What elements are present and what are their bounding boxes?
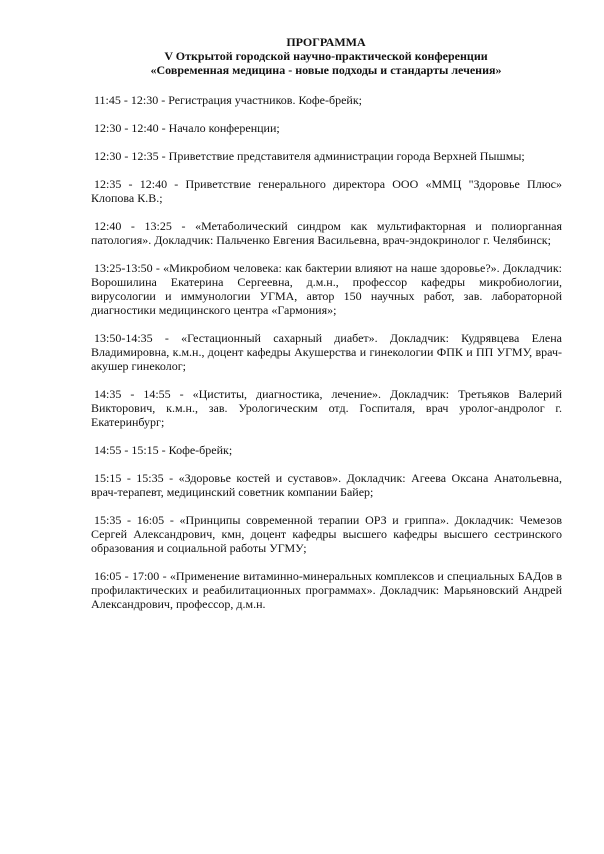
program-entry: 13:25-13:50 - «Микробиом человека: как бактерии влияют на наше здоровье?». Докладчик: Ворошилина Екатерина Сергеевна, д.м.н., профессор кафедры микробиологии, вирусологии и иммунологии УГМА, автор 150 научных работ, зав. лабораторной диагностики медицинского центра «Гармония»; xyxy=(91,261,562,317)
program-entry: 14:35 - 14:55 - «Циститы, диагностика, лечение». Докладчик: Третьяков Валерий Викторович, к.м.н., зав. Урологическим отд. Госпиталя, врач уролог-андролог г. Екатеринбург; xyxy=(91,387,562,429)
program-entry: 16:05 - 17:00 - «Применение витаминно-минеральных комплексов и специальных БАДов в профилактических и реабилитационных программах». Докладчик: Марьяновский Андрей Александрович, профессор, д.м.н. xyxy=(91,569,562,611)
program-entry: 12:35 - 12:40 - Приветствие генерального директора ООО «ММЦ "Здоровье Плюс» Клопова К.В.; xyxy=(91,177,562,205)
program-entry: 11:45 - 12:30 - Регистрация участников. Кофе-брейк; xyxy=(94,93,362,107)
program-entry: 13:50-14:35 - «Гестационный сахарный диабет». Докладчик: Кудрявцева Елена Владимировна, к.м.н., доцент кафедры Акушерства и гинекологии ФПК и ПП УГМУ, врач-акушер гинеколог; xyxy=(91,331,562,373)
conference-name: V Открытой городской научно-практической конференции xyxy=(164,49,488,63)
program-entry: 15:35 - 16:05 - «Принципы современной терапии ОРЗ и гриппа». Докладчик: Чемезов Сергей Александрович, кмн, доцент кафедры высшего кафедры высшего сестринского образования и социальной работы УГМУ; xyxy=(91,513,562,555)
program-entry: 12:30 - 12:40 - Начало конференции; xyxy=(94,121,280,135)
program-entry: 12:30 - 12:35 - Приветствие представителя администрации города Верхней Пышмы; xyxy=(94,149,525,163)
program-list xyxy=(91,93,562,625)
conference-theme: «Современная медицина - новые подходы и стандарты лечения» xyxy=(150,63,502,77)
program-entry: 14:55 - 15:15 - Кофе-брейк; xyxy=(94,443,233,457)
program-entry: 15:15 - 15:35 - «Здоровье костей и суставов». Докладчик: Агеева Оксана Анатольевна, врач-терапевт, медицинский советник компании Байер; xyxy=(91,471,562,499)
program-entry: 12:40 - 13:25 - «Метаболический синдром как мультифакторная и полиорганная патология». Докладчик: Пальченко Евгения Васильевна, врач-эндокринолог г. Челябинск; xyxy=(91,219,562,247)
program-heading xyxy=(90,35,562,77)
document-title: ПРОГРАММА xyxy=(286,35,366,49)
